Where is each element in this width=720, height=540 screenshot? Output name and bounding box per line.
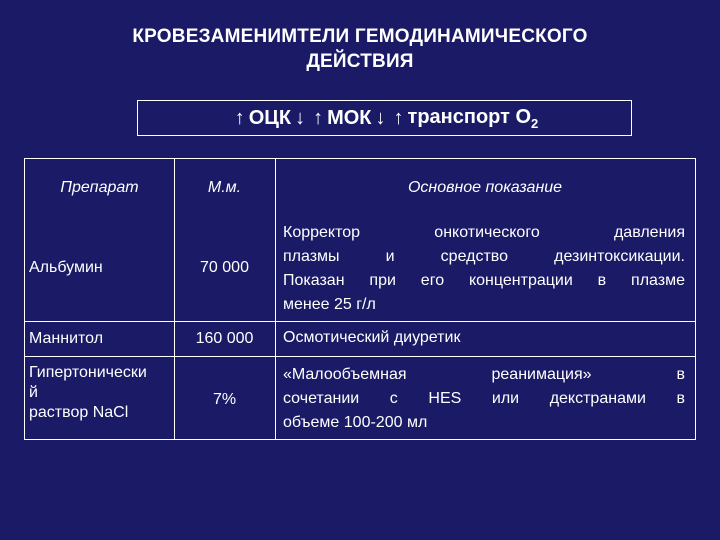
up-arrow-icon: ↑ bbox=[234, 106, 245, 129]
row-2-drug: Маннитол bbox=[29, 329, 104, 347]
header-drug: Препарат bbox=[60, 179, 139, 196]
down-arrow-icon: ↓ bbox=[295, 106, 306, 129]
title-line-1: КРОВЕЗАМЕНИМТЕЛИ ГЕМОДИНАМИЧЕСКОГО bbox=[132, 26, 588, 47]
row-2-indication bbox=[275, 326, 695, 356]
title-line-2: ДЕЙСТВИЯ bbox=[306, 51, 414, 72]
up-arrow-icon: ↑ bbox=[313, 106, 324, 129]
row-2-molecular-weight: 160 000 bbox=[195, 329, 254, 347]
indication-line: Корректор онкотического давления bbox=[283, 224, 685, 241]
effects-banner bbox=[137, 100, 632, 136]
drug-name-line: й bbox=[29, 384, 38, 401]
indication-line: «Малообъемная реанимация» в bbox=[283, 366, 685, 383]
drug-name-line: Гипертонически bbox=[29, 364, 147, 381]
row-1-drug: Альбумин bbox=[29, 259, 103, 276]
header-indication: Основное показание bbox=[407, 179, 563, 196]
banner-item-transport-text: транспорт О bbox=[407, 105, 532, 128]
up-arrow-icon: ↑ bbox=[393, 106, 404, 129]
banner-item-ock: ОЦК bbox=[248, 106, 292, 129]
row-divider bbox=[25, 356, 695, 357]
banner-item-transport-subscript: 2 bbox=[531, 115, 539, 131]
indication-line: Показан при его концентрации в плазме bbox=[283, 272, 685, 289]
slide-title bbox=[40, 24, 680, 74]
row-1-indication bbox=[275, 221, 695, 321]
indication-line: сочетании с HES или декстранами в bbox=[283, 390, 685, 407]
indication-line: плазмы и средство дезинтоксикации. bbox=[283, 248, 685, 265]
blood-substitutes-table bbox=[24, 158, 696, 440]
row-3-drug bbox=[25, 363, 174, 435]
row-1-molecular-weight: 70 000 bbox=[200, 259, 249, 276]
banner-item-mok: МОК bbox=[327, 106, 372, 129]
banner-item-transport bbox=[408, 106, 539, 131]
indication-line: объеме 100-200 мл bbox=[283, 414, 428, 431]
drug-name-line: раствор NaCl bbox=[29, 404, 129, 421]
indication-line: Осмотический диуретик bbox=[283, 329, 461, 346]
row-3-indication bbox=[275, 363, 695, 439]
header-molecular-weight: М.м. bbox=[207, 179, 242, 196]
indication-line: менее 25 г/л bbox=[283, 296, 376, 313]
row-3-molecular-weight: 7% bbox=[212, 391, 237, 408]
down-arrow-icon: ↓ bbox=[375, 106, 386, 129]
